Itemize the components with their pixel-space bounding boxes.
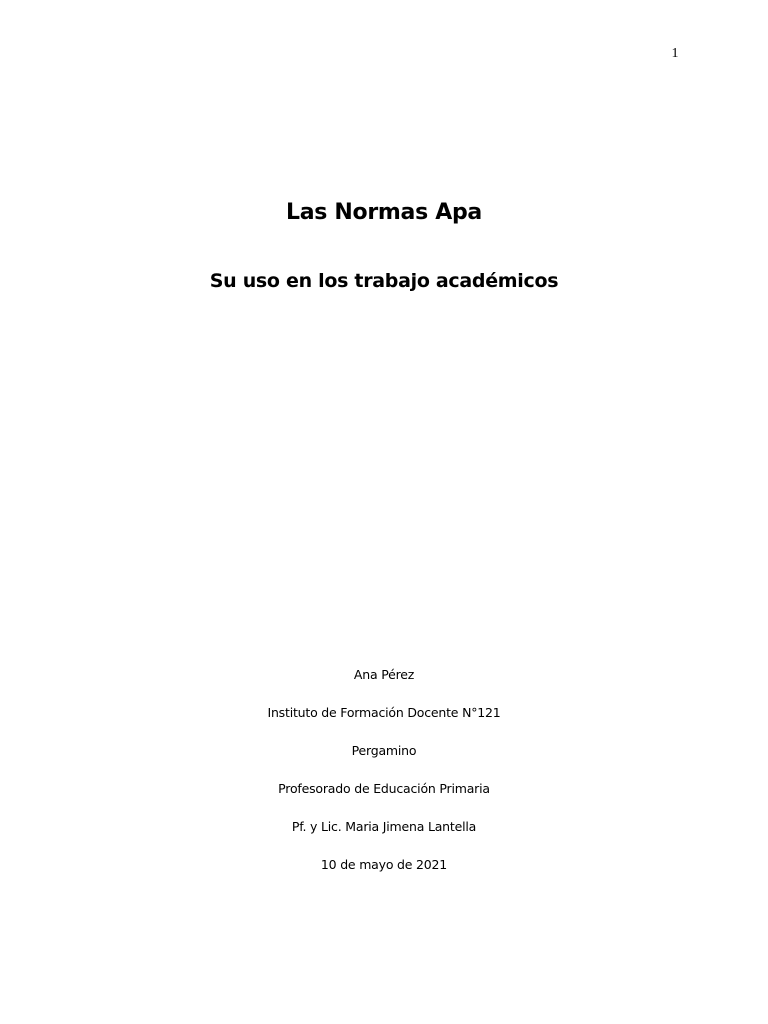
document-date: 10 de mayo de 2021 xyxy=(320,857,448,872)
author-name: Ana Pérez xyxy=(353,667,415,682)
page-number: 1 xyxy=(671,46,679,61)
institution-name: Instituto de Formación Docente N°121 xyxy=(267,705,501,720)
document-subtitle: Su uso en los trabajo académicos xyxy=(209,270,559,292)
professor-name: Pf. y Lic. Maria Jimena Lantella xyxy=(291,819,477,834)
author-info-block xyxy=(0,666,768,894)
document-title: Las Normas Apa xyxy=(286,200,482,225)
program-name: Profesorado de Educación Primaria xyxy=(278,781,490,796)
city-name: Pergamino xyxy=(351,743,417,758)
